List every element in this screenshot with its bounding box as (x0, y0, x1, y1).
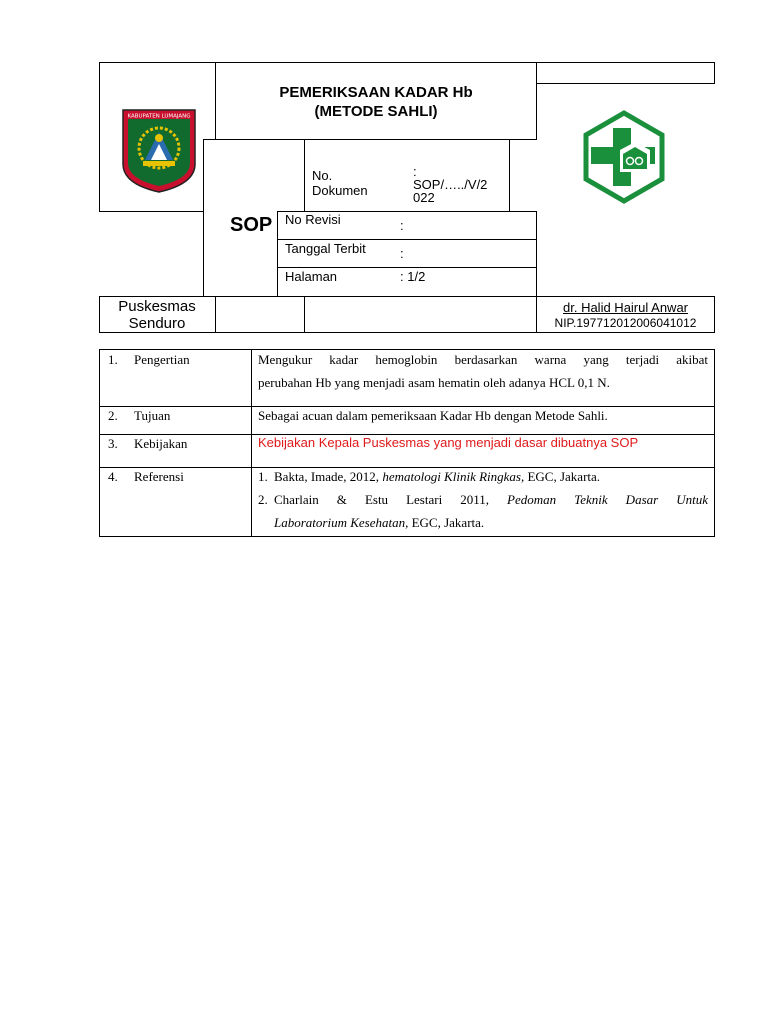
page-title (216, 83, 536, 121)
section-num: 2. (108, 408, 118, 423)
tanggal-terbit-label: Tanggal Terbit (285, 241, 366, 256)
signer-name: dr. Halid Hairul Anwar (563, 300, 688, 315)
kabupaten-emblem-icon (119, 106, 199, 194)
reference-item: 1. Bakta, Imade, 2012, hematologi Klinik Ringkas, EGC, Jakarta. (258, 469, 601, 484)
section-num: 1. (108, 352, 118, 367)
kebijakan-text: Kebijakan Kepala Puskesmas yang menjadi dasar dibuatnya SOP (258, 435, 639, 450)
section-label-kebijakan: Kebijakan (134, 436, 188, 451)
reference-item-num: 2. (258, 492, 268, 507)
section-label-referensi: Referensi (134, 469, 184, 484)
sop-label: SOP (230, 214, 273, 236)
puskesmas-name: Puskesmas Senduro (118, 298, 196, 332)
tanggal-terbit-value: : (400, 246, 404, 261)
title-line-1: PEMERIKSAAN KADAR Hb (279, 84, 473, 101)
halaman-value: : 1/2 (400, 269, 426, 284)
no-revisi-value: : (400, 218, 404, 233)
puskesmas-cross-logo-icon (577, 110, 671, 204)
signer-nip: NIP.197712012006041012 (554, 316, 697, 330)
emblem-banner-text: KABUPATEN LUMAJANG (127, 113, 191, 120)
no-dokumen-label: No. Dokumen (312, 168, 368, 198)
halaman-label: Halaman (285, 269, 338, 284)
no-revisi-label: No Revisi (285, 212, 341, 227)
pengertian-line-2: perubahan Hb yang menjadi asam hematin oleh adanya HCL 0,1 N. (258, 375, 610, 390)
reference-item: Charlain & Estu Lestari 2011, Pedoman Teknik Dasar Untuk (274, 492, 708, 507)
section-label-tujuan: Tujuan (134, 408, 171, 423)
reference-item-line-2: Laboratorium Kesehatan, EGC, Jakarta. (274, 515, 485, 530)
pengertian-line-1: Mengukur kadar hemoglobin berdasarkan warna yang terjadi akibat (258, 352, 708, 367)
title-line-2: (METODE SAHLI) (314, 103, 438, 120)
section-num: 4. (108, 469, 118, 484)
no-dokumen-value: : SOP/…../V/2 022 (413, 164, 488, 205)
section-label-pengertian: Pengertian (134, 352, 190, 367)
tujuan-text: Sebagai acuan dalam pemeriksaan Kadar Hb dengan Metode Sahli. (258, 408, 608, 423)
section-num: 3. (108, 436, 118, 451)
